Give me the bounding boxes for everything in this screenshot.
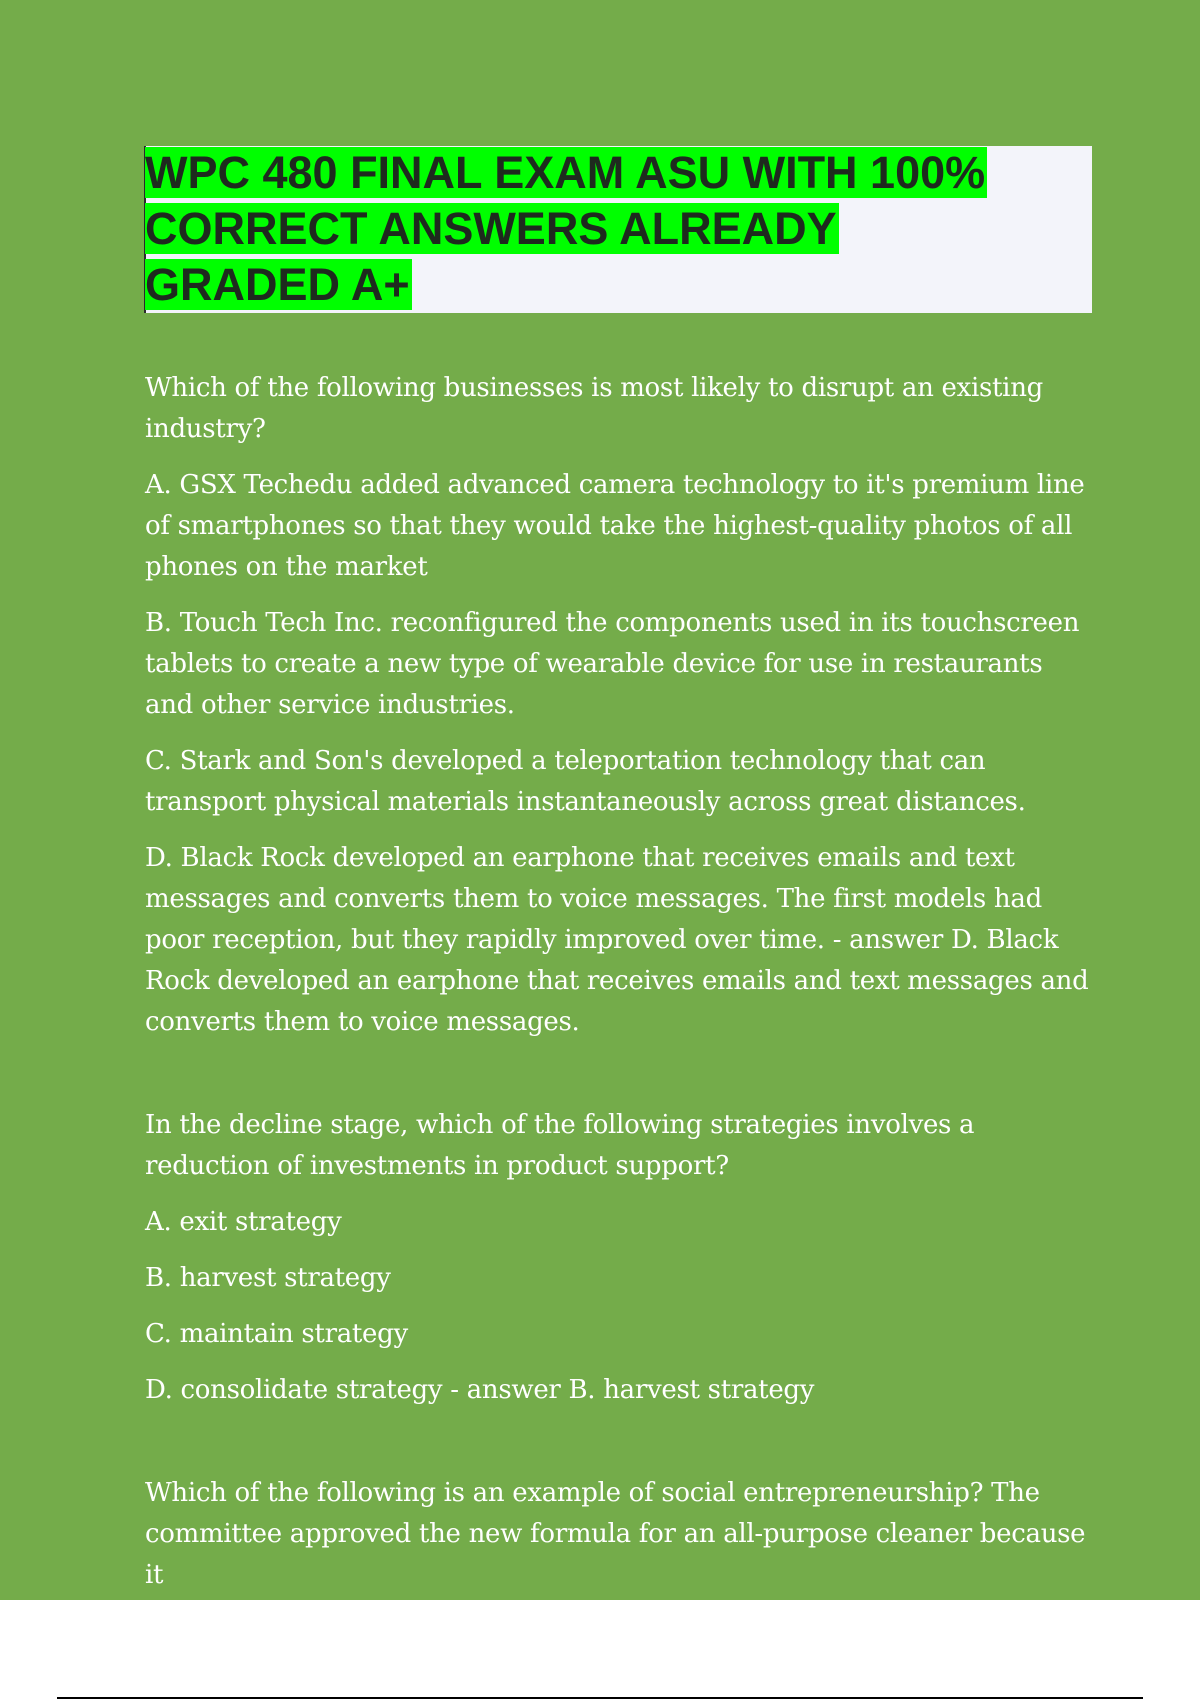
answer-option: C. Stark and Son's developed a teleportation technology that can transport physical materials instantaneously across great distances.	[145, 746, 1026, 817]
answer-option: C. maintain strategy	[145, 1319, 408, 1349]
bottom-divider	[57, 1697, 1143, 1699]
answer-option: A. exit strategy	[145, 1207, 342, 1237]
question-text: In the decline stage, which of the following strategies involves a reduction of investments in product support?	[145, 1110, 975, 1181]
answer-option: B. Touch Tech Inc. reconfigured the components used in its touchscreen tablets to create a new type of wearable device for use in restaurants and other service industries.	[145, 608, 1080, 720]
title-line: CORRECT ANSWERS ALREADY	[145, 203, 837, 254]
document-body	[145, 368, 1090, 1658]
answer-option: D. Black Rock developed an earphone that receives emails and text messages and converts them to voice messages. The first models had poor reception, but they rapidly improved over time. - answer D. Black Rock developed an earphone that receives emails and text messages and converts them to voice messages.	[145, 843, 1089, 1037]
answer-option: A. GSX Techedu added advanced camera technology to it's premium line of smartphones so that they would take the highest-quality photos of all phones on the market	[145, 470, 1085, 582]
question-block	[145, 368, 1090, 1043]
question-text: Which of the following is an example of social entrepreneurship? The committee approved the new formula for an all-purpose cleaner because it	[145, 1478, 1086, 1590]
answer-option: B. harvest strategy	[145, 1263, 391, 1293]
document-title	[145, 145, 1075, 313]
question-block	[145, 1473, 1090, 1596]
question-text: Which of the following businesses is most likely to disrupt an existing industry?	[145, 373, 1043, 444]
title-line: WPC 480 FINAL EXAM ASU WITH 100%	[145, 147, 986, 198]
title-line: GRADED A+	[145, 259, 410, 310]
question-block	[145, 1105, 1090, 1411]
answer-option: D. consolidate strategy - answer B. harvest strategy	[145, 1375, 815, 1405]
